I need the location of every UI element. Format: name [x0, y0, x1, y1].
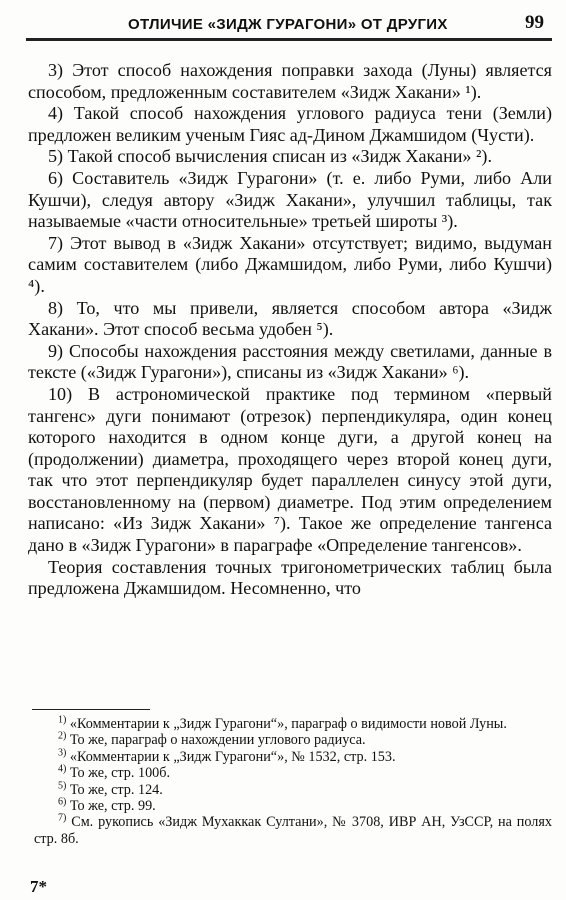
footnote	[34, 732, 552, 748]
footnote-text: См. рукопись «Зидж Мухаккак Султани», № 3708, ИВР АН, УзССР, на полях стр. 8б.	[34, 814, 553, 847]
footnote-text: То же, стр. 99.	[69, 798, 156, 815]
footnote-mark: 3)	[58, 747, 67, 759]
footnote-mark: 4)	[58, 763, 67, 775]
footnote-mark: 2)	[58, 730, 67, 742]
footnote-text: «Комментарии к „Зидж Гурагони“», параграф о видимости новой Луны.	[69, 716, 507, 732]
paragraph-8: 8) То, что мы привели, является способом автора «Зидж Хакани». Этот способ весьма удобен ⁵).	[28, 297, 552, 340]
paragraph-6: 6) Составитель «Зидж Гурагони» (т. е. либо Руми, либо Али Кушчи), следуя автору «Зидж Хакани», улучшил таблицы, так называемые «части относительные» третьей широты ³).	[28, 167, 552, 232]
paragraph-10: 10) В астрономической практике под термином «первый тангенс» дуги понимают (отрезок) перпендикуляра, один конец которого находится в одном конце дуги, а другой конец на (продолжении) диаметра, проходящего через второй конец дуги, так что этот перпендикуляр будет параллелен синусу этой дуги, восстановленному на (первом) диаметре. Под этим определением написано: «Из Зидж Хакани» ⁷). Такое же определение тангенса дано в «Зидж Гурагони» в параграфе «Определение тангенсов».	[28, 383, 552, 556]
paragraph-theory: Теория составления точных тригонометрических таблиц была предложена Джамшидом. Несомненно, что	[28, 556, 552, 599]
paragraph-9: 9) Способы нахождения расстояния между светилами, данные в тексте («Зидж Гурагони»), списаны из «Зидж Хакани» ⁶).	[28, 340, 552, 383]
paragraph-5: 5) Такой способ вычисления списан из «Зидж Хакани» ²).	[48, 146, 492, 167]
running-title: ОТЛИЧИЕ «ЗИДЖ ГУРАГОНИ» ОТ ДРУГИХ	[128, 16, 448, 33]
footnote	[34, 749, 552, 765]
paragraph-7: 7) Этот вывод в «Зидж Хакани» отсутствует; видимо, выдуман самим составителем (либо Джамшидом, либо Руми, либо Кушчи) ⁴).	[28, 232, 552, 296]
footnote-separator	[32, 709, 150, 710]
footnote-text: То же, стр. 124.	[69, 781, 163, 798]
footnote	[34, 765, 552, 781]
running-header	[26, 8, 552, 42]
footnote-mark: 1)	[58, 714, 67, 726]
footnote	[34, 814, 552, 847]
footnote-mark: 7)	[58, 812, 67, 824]
footnote-mark: 6)	[58, 796, 67, 808]
footnote	[34, 798, 552, 814]
printer-signature: 7*	[30, 877, 47, 896]
footnote-text: «Комментарии к „Зидж Гурагони“», № 1532, стр. 153.	[69, 748, 396, 765]
footnote-text: То же, стр. 100б.	[69, 765, 171, 782]
header-rule	[26, 38, 552, 41]
paragraph-3: 3) Этот способ нахождения поправки захода (Луны) является способом, предложенным составителем «Зидж Хакани» ¹).	[28, 60, 552, 102]
footnote	[34, 716, 552, 732]
page-number: 99	[525, 12, 544, 33]
paragraph-4: 4) Такой способ нахождения углового радиуса тени (Земли) предложен великим ученым Гияс ад-Дином Джамшидом (Чусти).	[28, 103, 552, 145]
main-text	[28, 60, 552, 600]
footnote-mark: 5)	[58, 779, 67, 791]
footnotes	[34, 716, 552, 847]
footnote-text: То же, параграф о нахождении углового радиуса.	[69, 732, 366, 749]
footnote	[34, 779, 552, 798]
